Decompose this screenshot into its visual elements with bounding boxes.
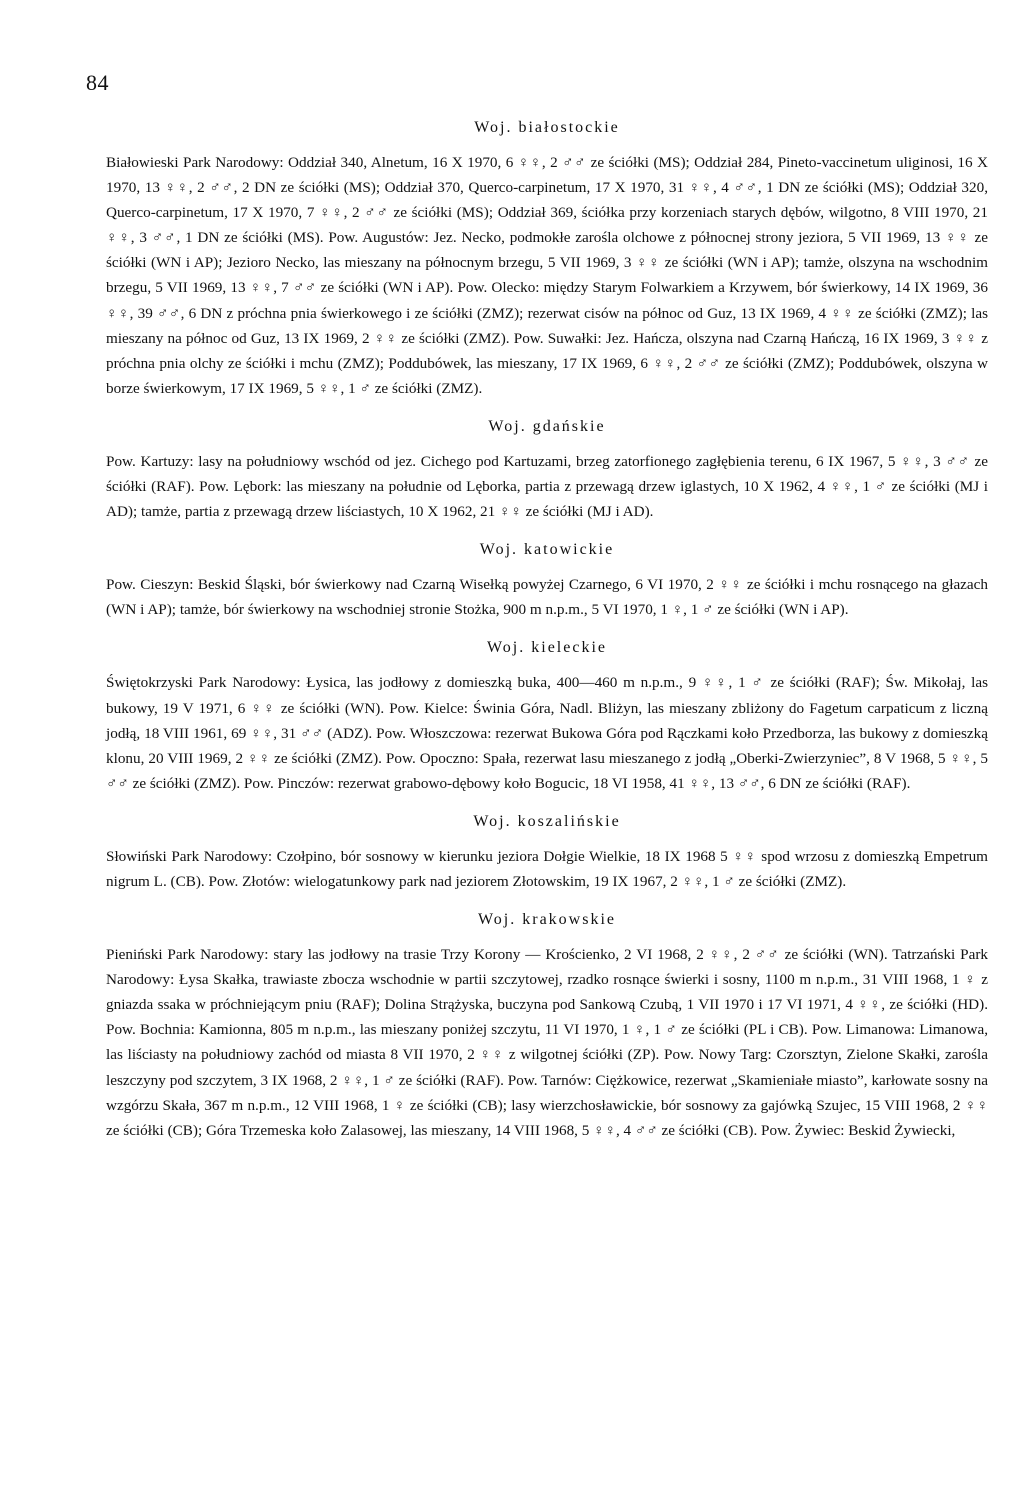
page-number: 84 xyxy=(86,70,109,95)
section-heading: Woj. krakowskie xyxy=(477,911,617,929)
section-text: Pieniński Park Narodowy: stary las jodłowy na trasie Trzy Korony — Krościenko, 2 VI 1968, 2 ♀♀, 2 ♂♂ ze ściółki (WN). Tatrzański Park Narodowy: Łysa Skałka, trawiaste zbocza wschodnie w partii szczytowej, rzadko rosnące świerki i sosny, 1100 m n.p.m., 31 VIII 1968, 1 ♀ z gniazda ssaka w próchniejącym pniu (RAF); Dolina Strążyska, buczyna pod Sankową Czubą, 1 VII 1970 i 17 VI 1971, 4 ♀♀, ze ściółki (HD). Pow. Bochnia: Kamionna, 805 m n.p.m., las mieszany poniżej szczytu, 11 VI 1970, 1 ♀, 1 ♂ ze ściółki (PL i CB). Pow. Limanowa: Limanowa, las liściasty na południowy zachód od miasta 8 VII 1970, 2 ♀♀ z wilgotnej ściółki (ZP). Pow. Nowy Targ: Czorsztyn, Zielone Skałki, zarośla leszczyny pod szczytem, 3 IX 1968, 2 ♀♀, 1 ♂ ze ściółki (RAF). Pow. Tarnów: Ciężkowice, rezerwat „Skamieniałe miasto”, karłowate sosny na wzgórzu Skała, 367 m n.p.m., 12 VIII 1968, 1 ♀ ze ściółki (CB); lasy wierzchosławickie, bór sosnowy za gajówką Szujec, 15 VIII 1968, 2 ♀♀ ze ściółki (CB); Góra Trzemeska koło Zalasowej, las mieszany, 14 VIII 1968, 5 ♀♀, 4 ♂♂ ze ściółki (CB). Pow. Żywiec: Beskid Żywiecki, xyxy=(106,946,988,1139)
section-text: Pow. Kartuzy: lasy na południowy wschód od jez. Cichego pod Kartuzami, brzeg zatorfionego zagłębienia terenu, 6 IX 1967, 5 ♀♀, 3 ♂♂ ze ściółki (RAF). Pow. Lębork: las mieszany na południe od Lęborka, partia z przewagą drzew iglastych, 10 X 1962, 4 ♀♀, 1 ♂ ze ściółki (MJ i AD); tamże, partia z przewagą drzew liściastych, 10 X 1962, 21 ♀♀ ze ściółki (MJ i AD). xyxy=(106,452,988,521)
section-text: Słowiński Park Narodowy: Czołpino, bór sosnowy w kierunku jeziora Dołgie Wielkie, 18 IX 1968 5 ♀♀ spod wrzosu z domieszką Empetrum nigrum L. (CB). Pow. Złotów: wielogatunkowy park nad jeziorem Złotowskim, 19 IX 1967, 2 ♀♀, 1 ♂ ze ściółki (ZMZ). xyxy=(106,847,988,890)
section-bialostockie xyxy=(106,118,988,401)
section-heading: Woj. kieleckie xyxy=(486,639,607,657)
section-heading: Woj. koszalińskie xyxy=(473,812,621,830)
section-text: Świętokrzyski Park Narodowy: Łysica, las jodłowy z domieszką buka, 400—460 m n.p.m., 9 ♀♀, 1 ♂ ze ściółki (RAF); Św. Mikołaj, las bukowy, 19 V 1971, 6 ♀♀ ze ściółki (WN). Pow. Kielce: Świnia Góra, Nadl. Bliżyn, las mieszany zbliżony do Fagetum carpaticum z liczną jodłą, 18 VIII 1961, 69 ♀♀, 31 ♂♂ (ADZ). Pow. Włoszczowa: rezerwat Bukowa Góra pod Rączkami koło Przedborza, las bukowy z domieszką klonu, 20 VIII 1969, 2 ♀♀ ze ściółki (ZMZ). Pow. Opoczno: Spała, rezerwat lasu mieszanego z jodłą „Oberki-Zwierzyniec”, 8 V 1968, 5 ♀♀, 5 ♂♂ ze ściółki (ZMZ). Pow. Pinczów: rezerwat grabowo-dębowy koło Bogucic, 18 VI 1958, 41 ♀♀, 13 ♂♂, 6 DN ze ściółki (RAF). xyxy=(106,674,988,792)
section-katowickie xyxy=(106,540,988,622)
page-content xyxy=(106,118,988,1159)
section-heading: Woj. gdańskie xyxy=(488,417,606,435)
section-heading: Woj. katowickie xyxy=(479,541,615,559)
section-kieleckie xyxy=(106,638,988,795)
section-krakowskie xyxy=(106,910,988,1143)
section-text: Białowieski Park Narodowy: Oddział 340, Alnetum, 16 X 1970, 6 ♀♀, 2 ♂♂ ze ściółki (MS); Oddział 284, Pineto-vaccinetum uliginosi, 16 X 1970, 13 ♀♀, 2 ♂♂, 2 DN ze ściółki (MS); Oddział 370, Querco-carpinetum, 17 X 1970, 31 ♀♀, 4 ♂♂, 1 DN ze ściółki (MS); Oddział 320, Querco-carpinetum, 17 X 1970, 7 ♀♀, 2 ♂♂ ze ściółki (MS); Oddział 369, ściółka przy korzeniach starych dębów, wilgotno, 8 VIII 1970, 21 ♀♀, 3 ♂♂, 1 DN ze ściółki (MS). Pow. Augustów: Jez. Necko, podmokłe zarośla olchowe z północnej strony jeziora, 5 VII 1969, 13 ♀♀ ze ściółki (WN i AP); Jezioro Necko, las mieszany na północnym brzegu, 5 VII 1969, 3 ♀♀ ze ściółki (WN i AP); tamże, olszyna na wschodnim brzegu, 5 VII 1969, 13 ♀♀, 7 ♂♂ ze ściółki (WN i AP). Pow. Olecko: między Starym Folwarkiem a Krzywem, bór świerkowy, 14 IX 1969, 36 ♀♀, 39 ♂♂, 6 DN z próchna pnia świerkowego i ze ściółki (ZMZ); rezerwat cisów na północ od Guz, 13 IX 1969, 4 ♀♀ ze ściółki (ZMZ); las mieszany na północ od Guz, 13 IX 1969, 2 ♀♀ ze ściółki (ZMZ). Pow. Suwałki: Jez. Hańcza, olszyna nad Czarną Hańczą, 16 IX 1969, 3 ♀♀ z próchna pnia olchy ze ściółki i mchu (ZMZ); Poddubówek, las mieszany, 17 IX 1969, 6 ♀♀, 2 ♂♂ ze ściółki (ZMZ); Poddubówek, olszyna w borze świerkowym, 17 IX 1969, 5 ♀♀, 1 ♂ ze ściółki (ZMZ). xyxy=(106,154,988,397)
section-koszalinskie xyxy=(106,812,988,894)
section-gdanskie xyxy=(106,417,988,524)
section-heading: Woj. białostockie xyxy=(474,119,620,136)
section-text: Pow. Cieszyn: Beskid Śląski, bór świerkowy nad Czarną Wisełką powyżej Czarnego, 6 VI 1970, 2 ♀♀ ze ściółki i mchu rosnącego na głazach (WN i AP); tamże, bór świerkowy na wschodniej stronie Stożka, 900 m n.p.m., 5 VI 1970, 1 ♀, 1 ♂ ze ściółki (WN i AP). xyxy=(106,576,988,619)
